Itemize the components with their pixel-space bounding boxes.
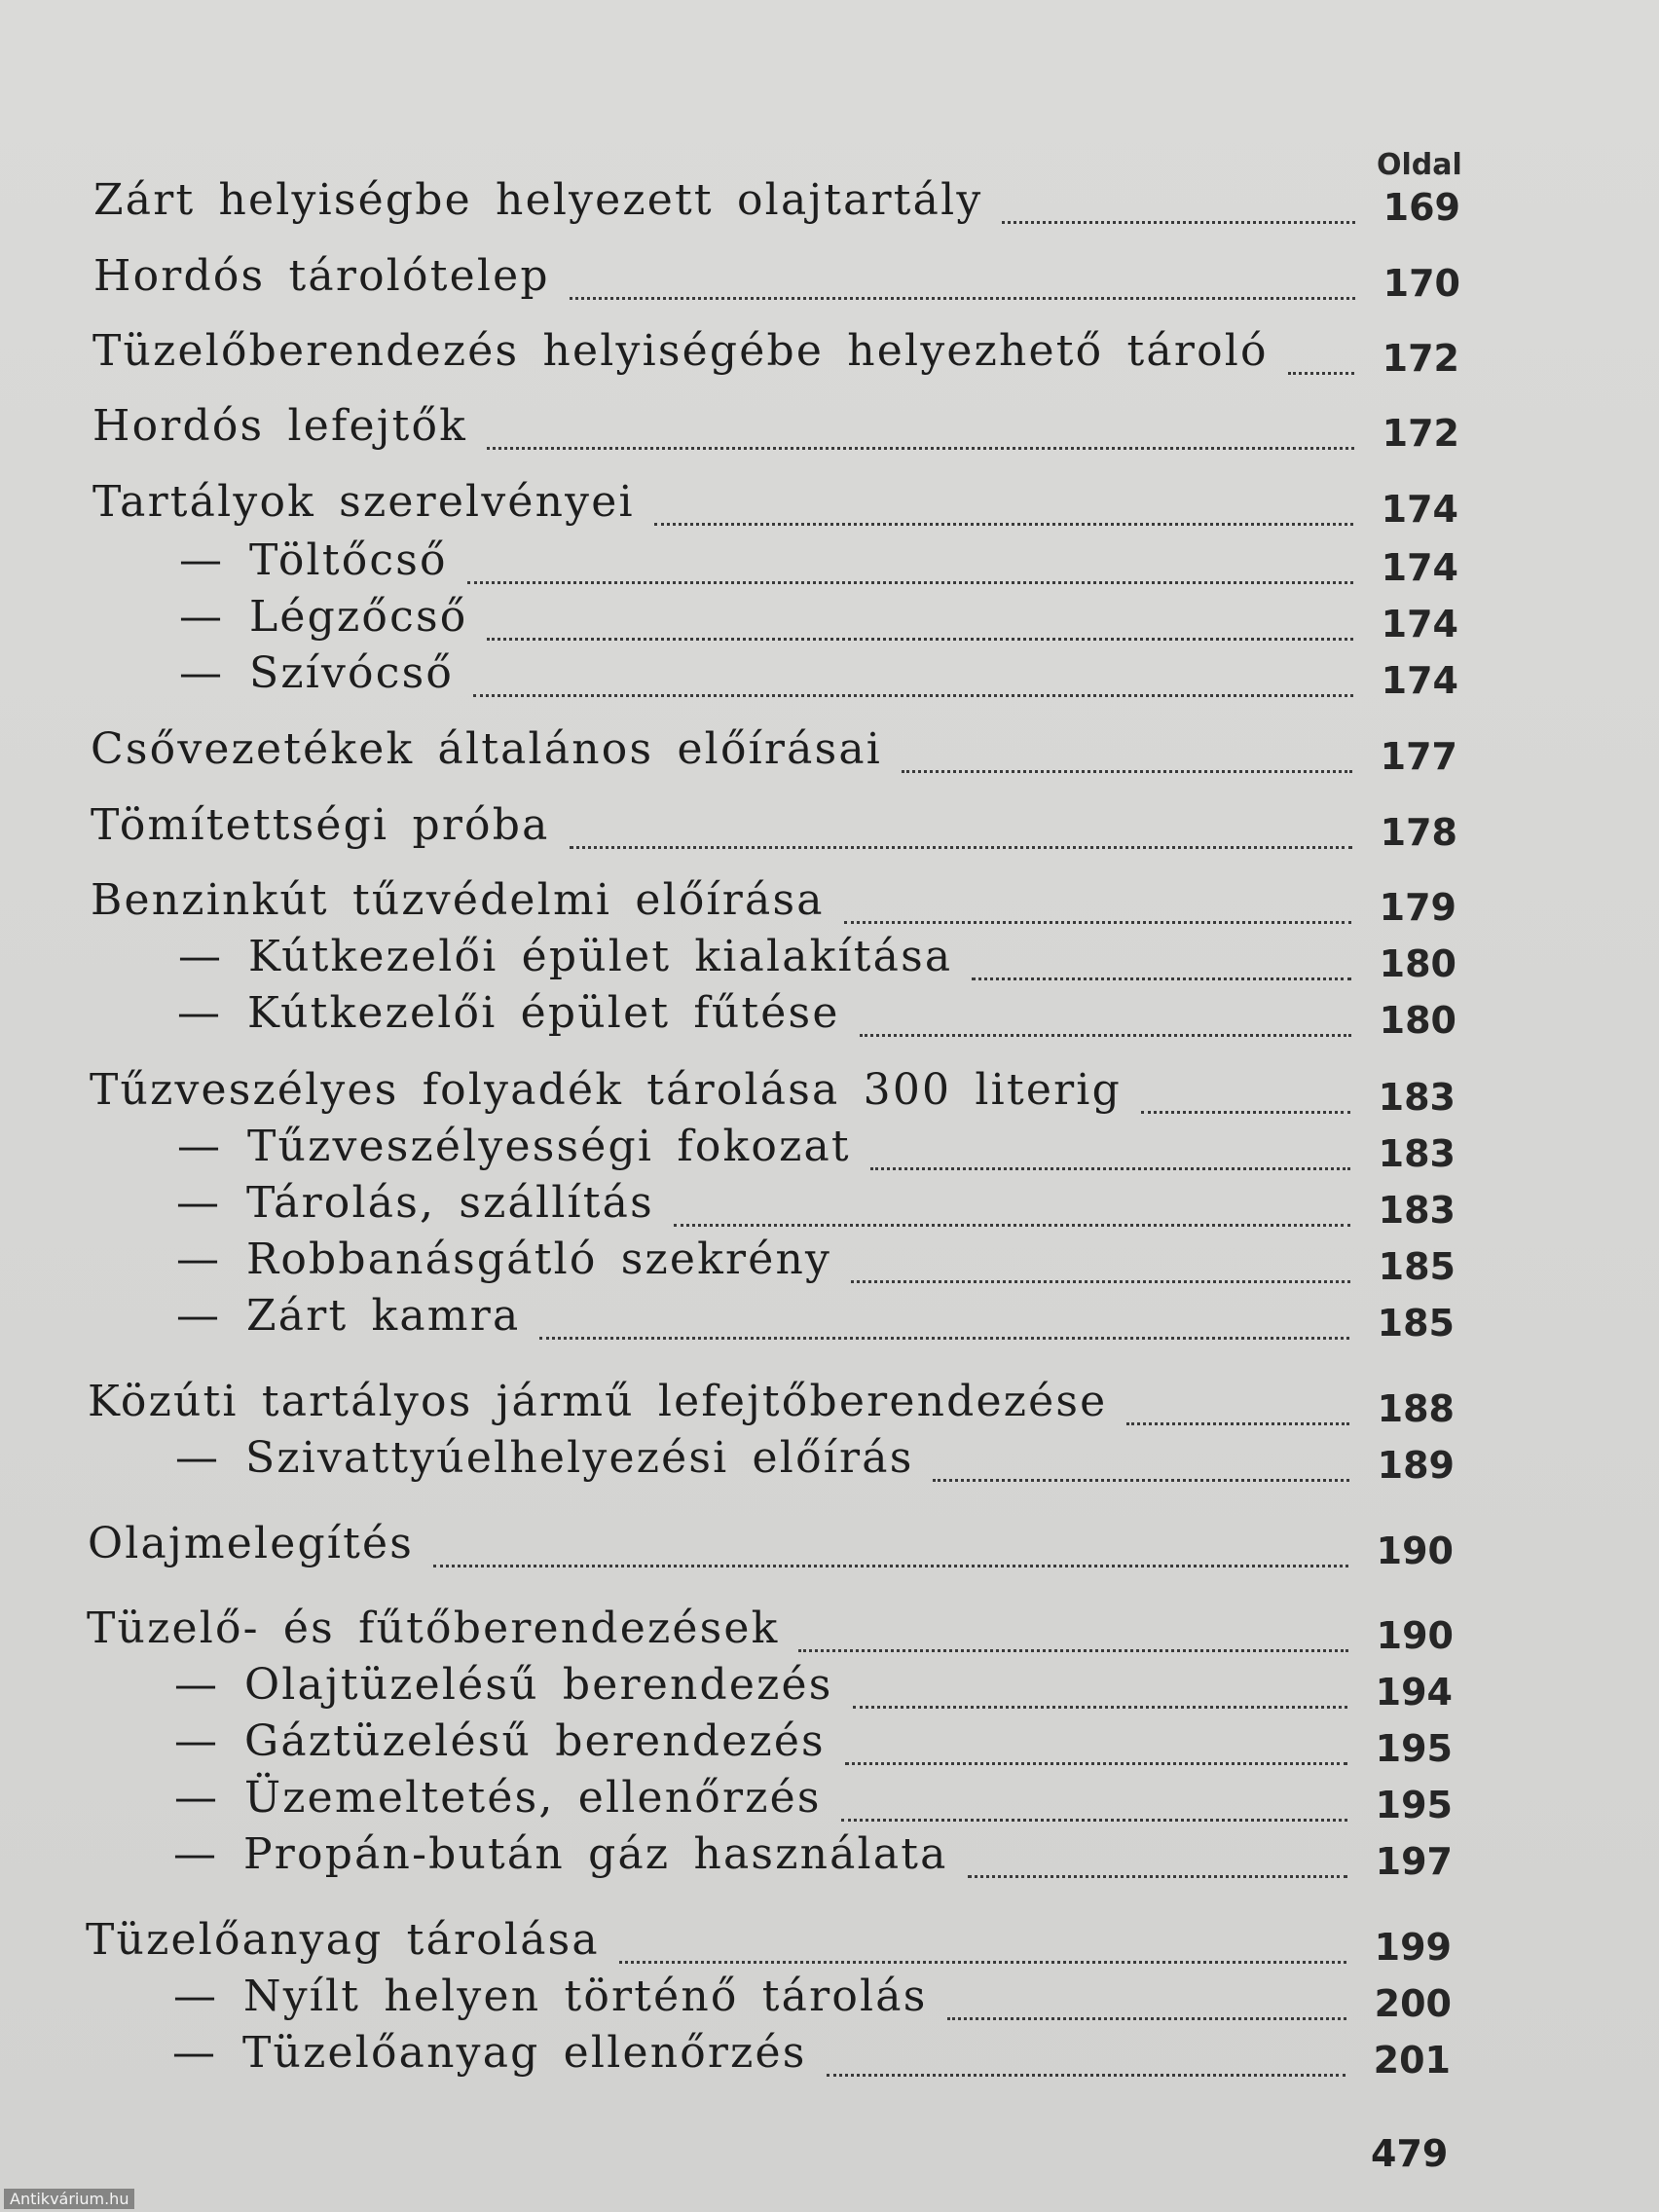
toc-entry-text: Tűzveszélyes folyadék tárolása 300 literig (90, 1065, 1122, 1115)
toc-dash: — (176, 1291, 222, 1341)
dot-leader (1126, 1422, 1349, 1425)
toc-entry[interactable] (92, 475, 1458, 530)
page-number: 479 (1371, 2132, 1449, 2175)
toc-dash: — (174, 1773, 220, 1823)
toc-page-number: 174 (1381, 659, 1458, 702)
toc-entry[interactable] (92, 324, 1459, 379)
toc-entry[interactable] (88, 1517, 1454, 1571)
toc-page-number: 190 (1376, 1614, 1454, 1657)
toc-entry-text: Légzőcső (249, 592, 468, 642)
dot-leader (433, 1565, 1348, 1567)
toc-page-number: 179 (1379, 886, 1456, 929)
dot-leader (1288, 372, 1354, 375)
toc-entry-title (174, 1660, 833, 1713)
dot-leader (539, 1337, 1349, 1340)
dot-leader (467, 581, 1353, 584)
toc-entry-text: Szivattyúelhelyezési előírás (245, 1433, 914, 1483)
toc-subentry[interactable] (179, 646, 1458, 701)
toc-page-number: 201 (1373, 2039, 1451, 2082)
toc-subentry[interactable] (176, 1289, 1455, 1344)
toc-entry[interactable] (91, 722, 1457, 777)
toc-entry-text: Nyílt helyen történő tárolás (243, 1972, 928, 2021)
dot-leader (570, 846, 1352, 849)
toc-entry-text: Hordós lefejtők (92, 401, 468, 451)
toc-page-number: 185 (1378, 1245, 1456, 1288)
toc-entry-text: Üzemeltetés, ellenőrzés (244, 1773, 822, 1823)
toc-page-number: 172 (1382, 412, 1459, 455)
toc-entry-text: Kútkezelői épület fűtése (247, 988, 840, 1038)
toc-dash: — (173, 1829, 219, 1879)
toc-entry-title (176, 1178, 654, 1231)
toc-subentry[interactable] (174, 1714, 1453, 1769)
toc-page-number: 180 (1379, 942, 1456, 985)
toc-dash: — (175, 1433, 221, 1483)
dot-leader (902, 770, 1352, 773)
toc-page-number: 195 (1375, 1784, 1453, 1826)
toc-subentry[interactable] (179, 590, 1458, 645)
toc-entry-title (173, 1829, 948, 1882)
toc-entry-text: Olajtüzelésű berendezés (244, 1660, 833, 1710)
toc-subentry[interactable] (174, 1771, 1453, 1825)
toc-entry-title (86, 1915, 600, 1968)
toc-page-number: 180 (1379, 999, 1456, 1042)
toc-entry[interactable] (91, 873, 1456, 928)
toc-entry-text: Benzinkút tűzvédelmi előírása (91, 875, 825, 925)
toc-subentry[interactable] (176, 1233, 1456, 1287)
toc-entry-text: Tömítettségi próba (91, 800, 550, 850)
toc-entry[interactable] (93, 173, 1460, 228)
dot-leader (654, 523, 1353, 526)
toc-entry[interactable] (87, 1602, 1454, 1656)
toc-page-number: 189 (1377, 1444, 1455, 1487)
toc-entry-title (91, 875, 825, 928)
toc-subentry[interactable] (177, 986, 1456, 1041)
toc-entry-text: Tárolás, szállítás (246, 1178, 654, 1228)
toc-entry-text: Hordós tárolótelep (93, 251, 550, 301)
toc-entry[interactable] (88, 1375, 1455, 1429)
toc-entry-title (177, 988, 840, 1041)
toc-page-number: 178 (1380, 811, 1457, 854)
toc-subentry[interactable] (176, 1176, 1456, 1231)
toc-page-number: 174 (1381, 546, 1458, 589)
toc-dash: — (179, 592, 225, 642)
toc-entry-text: Propán-bután gáz használata (243, 1829, 948, 1879)
toc-entry-title (88, 1519, 415, 1571)
toc-entry-title (179, 648, 455, 701)
toc-page-number: 183 (1378, 1132, 1456, 1175)
toc-page-number: 188 (1377, 1387, 1455, 1430)
dot-leader (851, 1280, 1350, 1283)
toc-entry-title (178, 932, 953, 984)
toc-entry-title (174, 1716, 826, 1769)
toc-entry-text: Robbanásgátló szekrény (246, 1235, 832, 1284)
toc-page-number: 174 (1381, 488, 1458, 531)
toc-entry-title (92, 326, 1269, 379)
toc-entry[interactable] (91, 798, 1457, 853)
toc-dash: — (179, 648, 225, 698)
toc-entry-title (176, 1235, 832, 1287)
toc-entry-title (174, 1773, 822, 1825)
toc-dash: — (177, 988, 223, 1038)
toc-page-number: 185 (1377, 1302, 1455, 1345)
toc-entry-title (91, 800, 550, 853)
toc-entry-title (172, 2028, 807, 2081)
toc-entry-title (179, 535, 448, 588)
toc-page-number: 170 (1382, 262, 1460, 305)
toc-subentry[interactable] (173, 1970, 1452, 2024)
toc-entry[interactable] (90, 1063, 1456, 1118)
toc-entry-title (173, 1972, 928, 2024)
toc-entry-text: Kútkezelői épület kialakítása (248, 932, 953, 981)
toc-entry-text: Tartályok szerelvényei (92, 477, 635, 527)
toc-entry-text: Tüzelő- és fűtőberendezések (87, 1604, 780, 1653)
toc-page-number: 183 (1378, 1189, 1456, 1232)
toc-dash: — (179, 535, 225, 585)
dot-leader (972, 977, 1351, 980)
dot-leader (844, 921, 1351, 924)
toc-dash: — (178, 932, 224, 981)
toc-entry-text: Tűzveszélyességi fokozat (247, 1122, 851, 1171)
dot-leader (968, 1875, 1347, 1878)
toc-entry-text: Tüzelőanyag ellenőrzés (242, 2028, 807, 2078)
toc-entry-title (88, 1377, 1108, 1429)
dot-leader (487, 638, 1353, 641)
dot-leader (1141, 1111, 1350, 1114)
toc-entry-title (177, 1122, 851, 1174)
toc-entry-title (176, 1291, 521, 1344)
dot-leader (947, 2017, 1346, 2020)
dot-leader (870, 1167, 1350, 1170)
toc-dash: — (177, 1122, 223, 1171)
toc-page-number: 169 (1382, 186, 1460, 229)
toc-dash: — (176, 1235, 222, 1284)
toc-page-number: 190 (1376, 1530, 1454, 1572)
dot-leader (860, 1034, 1351, 1037)
dot-leader (1002, 221, 1355, 224)
toc-entry-text: Közúti tartályos jármű lefejtőberendezése (88, 1377, 1108, 1426)
toc-entry-title (175, 1433, 914, 1486)
toc-entry-text: Zárt kamra (246, 1291, 521, 1341)
toc-entry-text: Szívócső (249, 648, 455, 698)
toc-entry-text: Tüzelőberendezés helyiségébe helyezhető tároló (92, 326, 1269, 376)
page-column-header: Oldal (1377, 148, 1462, 182)
dot-leader (674, 1224, 1350, 1227)
toc-subentry[interactable] (174, 1658, 1453, 1713)
dot-leader (827, 2074, 1346, 2077)
toc-subentry[interactable] (173, 1827, 1453, 1882)
dot-leader (570, 297, 1355, 300)
toc-dash: — (172, 2028, 218, 2078)
toc-entry[interactable] (86, 1913, 1452, 1968)
toc-entry-title (87, 1604, 780, 1656)
toc-entry-text: Zárt helyiségbe helyezett olajtartály (93, 175, 983, 225)
toc-page-number: 199 (1374, 1926, 1452, 1969)
toc-entry-title (179, 592, 468, 645)
toc-entry-text: Csővezetékek általános előírásai (91, 724, 883, 774)
toc-dash: — (174, 1716, 220, 1766)
toc-entry-text: Olajmelegítés (88, 1519, 415, 1568)
dot-leader (487, 447, 1354, 450)
toc-page-number: 174 (1381, 603, 1458, 645)
toc-subentry[interactable] (177, 1120, 1456, 1174)
toc-page-number: 197 (1375, 1840, 1453, 1883)
toc-entry-title (93, 175, 983, 228)
dot-leader (841, 1819, 1347, 1822)
toc-page-number: 195 (1375, 1727, 1453, 1770)
toc-entry[interactable] (92, 399, 1459, 454)
toc-page-number: 177 (1380, 735, 1457, 778)
dot-leader (933, 1479, 1349, 1482)
dot-leader (798, 1649, 1348, 1652)
watermark: Antikvárium.hu (4, 2189, 134, 2209)
toc-page-number: 172 (1382, 337, 1459, 380)
dot-leader (619, 1961, 1346, 1964)
toc-entry-text: Gáztüzelésű berendezés (244, 1716, 826, 1766)
toc-entry-title (93, 251, 550, 304)
toc-page-number: 194 (1375, 1671, 1453, 1714)
toc-entry-title (91, 724, 883, 777)
toc-entry-text: Töltőcső (249, 535, 448, 585)
toc-subentry[interactable] (179, 534, 1458, 588)
toc-entry-title (92, 477, 635, 530)
toc-entry-title (92, 401, 468, 454)
toc-subentry[interactable] (178, 930, 1456, 984)
toc-dash: — (176, 1178, 222, 1228)
dot-leader (845, 1762, 1347, 1765)
toc-entry[interactable] (93, 249, 1460, 304)
toc-dash: — (173, 1972, 219, 2021)
toc-subentry[interactable] (172, 2026, 1451, 2081)
dot-leader (473, 694, 1353, 697)
toc-entry-title (90, 1065, 1122, 1118)
toc-page-number: 183 (1378, 1076, 1456, 1119)
toc-page-number: 200 (1374, 1982, 1452, 2025)
toc-subentry[interactable] (175, 1431, 1455, 1486)
toc-entry-text: Tüzelőanyag tárolása (86, 1915, 600, 1965)
dot-leader (853, 1706, 1348, 1709)
toc-dash: — (174, 1660, 220, 1710)
